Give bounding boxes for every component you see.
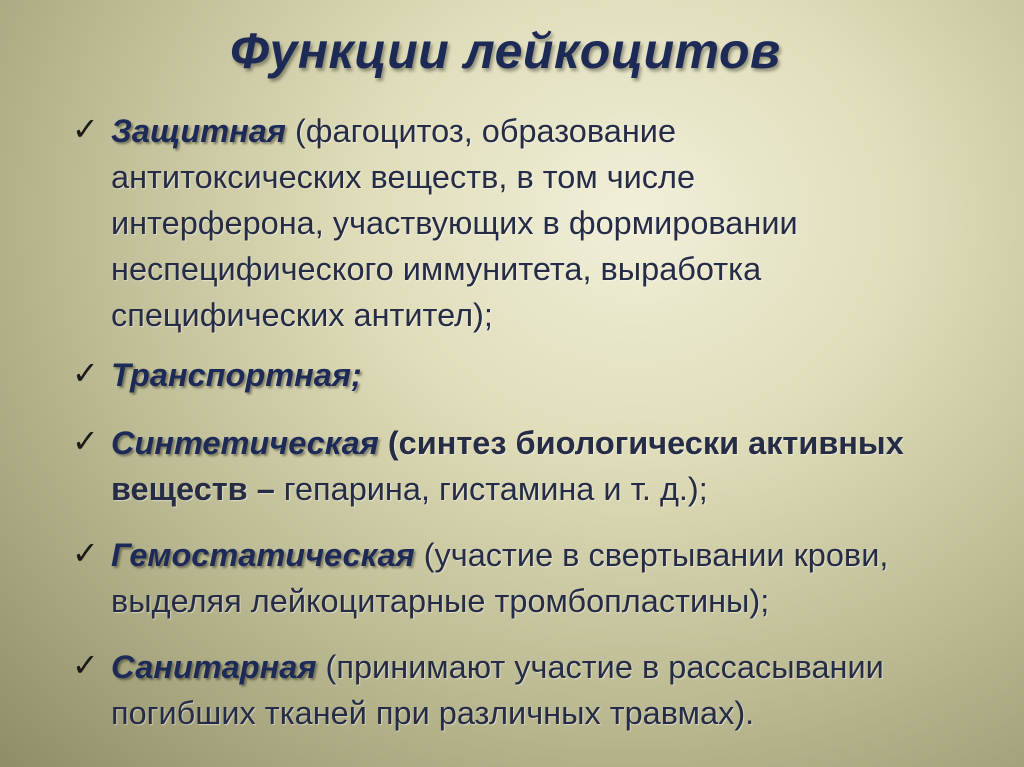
function-description: веществ – (111, 471, 275, 507)
slide-title: Функции лейкоцитов (230, 23, 781, 79)
function-description: (участие в свертывании крови, (414, 537, 889, 573)
function-description: выделяя лейкоцитарные тромбопластины); (111, 583, 770, 619)
function-term: Санитарная (111, 649, 317, 685)
function-description: гепарина, гистамина и т. д.); (274, 471, 708, 507)
function-term: Транспортная; (111, 357, 362, 393)
function-description: антитоксических веществ, в том числе (111, 159, 696, 195)
function-description: специфических антител); (111, 297, 493, 333)
checkmark-icon: ✓ (72, 422, 99, 460)
checkmark-icon: ✓ (72, 354, 99, 392)
function-term: Гемостатическая (111, 537, 415, 573)
checkmark-icon: ✓ (72, 646, 99, 684)
function-description: погибших тканей при различных травмах). (111, 695, 755, 731)
function-description: интерферона, участвующих в формировании (111, 205, 798, 241)
function-description: (синтез биологически активных (378, 425, 904, 461)
checkmark-icon: ✓ (72, 110, 99, 148)
function-term: Синтетическая (111, 425, 379, 461)
function-description: неспецифического иммунитета, выработка (111, 251, 762, 287)
checkmark-icon: ✓ (72, 534, 99, 572)
function-description: (принимают участие в рассасывании (316, 649, 884, 685)
function-description: (фагоцитоз, образование (285, 113, 677, 149)
function-term: Защитная (111, 113, 286, 149)
